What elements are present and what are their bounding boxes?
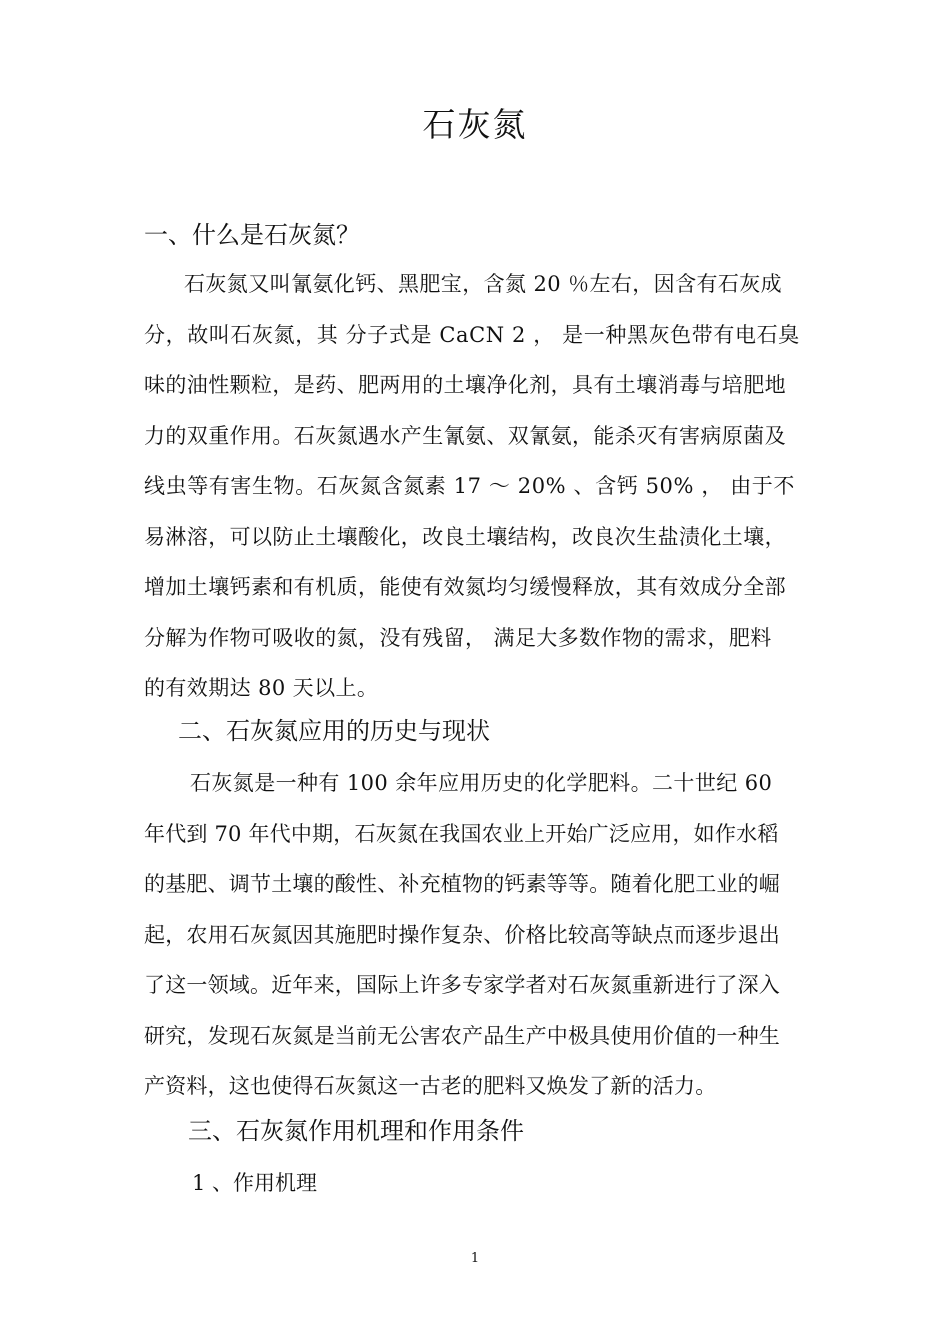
- section-1-paragraph: [144, 259, 808, 714]
- paragraph-line: 了这一领域。近年来，国际上许多专家学者对石灰氮重新进行了深入: [144, 973, 780, 997]
- section-2-paragraph: [144, 758, 808, 1112]
- paragraph-line: 易淋溶，可以防止土壤酸化，改良土壤结构，改良次生盐渍化土壤，: [144, 524, 786, 549]
- section-heading-2: 二、石灰氮应用的历史与现状: [178, 717, 490, 745]
- paragraph-line: 的基肥、调节土壤的酸性、补充植物的钙素等等。随着化肥工业的崛: [144, 872, 780, 896]
- paragraph-line: 研究，发现石灰氮是当前无公害农产品生产中极具使用价值的一种生: [144, 1023, 780, 1048]
- subheading-mechanism: 1 、作用机理: [192, 1171, 318, 1195]
- paragraph-line: 增加土壤钙素和有机质，能使有效氮均匀缓慢释放，其有效成分全部: [144, 575, 786, 599]
- paragraph-line: 分，故叫石灰氮，其 分子式是 CaCN 2 ， 是一种黑灰色带有电石臭: [144, 322, 800, 347]
- paragraph-line: 力的双重作用。石灰氮遇水产生氰氨、双氰氨，能杀灭有害病原菌及: [144, 423, 786, 448]
- paragraph-line: 石灰氮又叫氰氨化钙、黑肥宝，含氮 20 ％左右，因含有石灰成: [184, 272, 783, 296]
- paragraph-line: 石灰氮是一种有 100 余年应用历史的化学肥料。二十世纪 60: [190, 771, 773, 795]
- page-number: 1: [470, 1251, 480, 1266]
- paragraph-line: 分解为作物可吸收的氮，没有残留， 满足大多数作物的需求，肥料: [144, 625, 772, 650]
- paragraph-line: 味的油性颗粒，是药、肥两用的土壤净化剂，具有土壤消毒与培肥地: [144, 373, 786, 397]
- section-heading-3: 三、石灰氮作用机理和作用条件: [188, 1117, 524, 1145]
- paragraph-line: 产资料，这也使得石灰氮这一古老的肥料又焕发了新的活力。: [144, 1074, 717, 1098]
- paragraph-line: 线虫等有害生物。石灰氮含氮素 17 ～ 20% 、含钙 50% ， 由于不: [144, 474, 795, 498]
- paragraph-line: 年代到 70 年代中期，石灰氮在我国农业上开始广泛应用，如作水稻: [144, 821, 779, 846]
- section-heading-1: 一、什么是石灰氮？: [144, 221, 360, 249]
- paragraph-line: 的有效期达 80 天以上。: [144, 676, 379, 700]
- document-title: 石灰氮: [422, 105, 528, 144]
- paragraph-line: 起，农用石灰氮因其施肥时操作复杂、价格比较高等缺点而逐步退出: [144, 922, 780, 947]
